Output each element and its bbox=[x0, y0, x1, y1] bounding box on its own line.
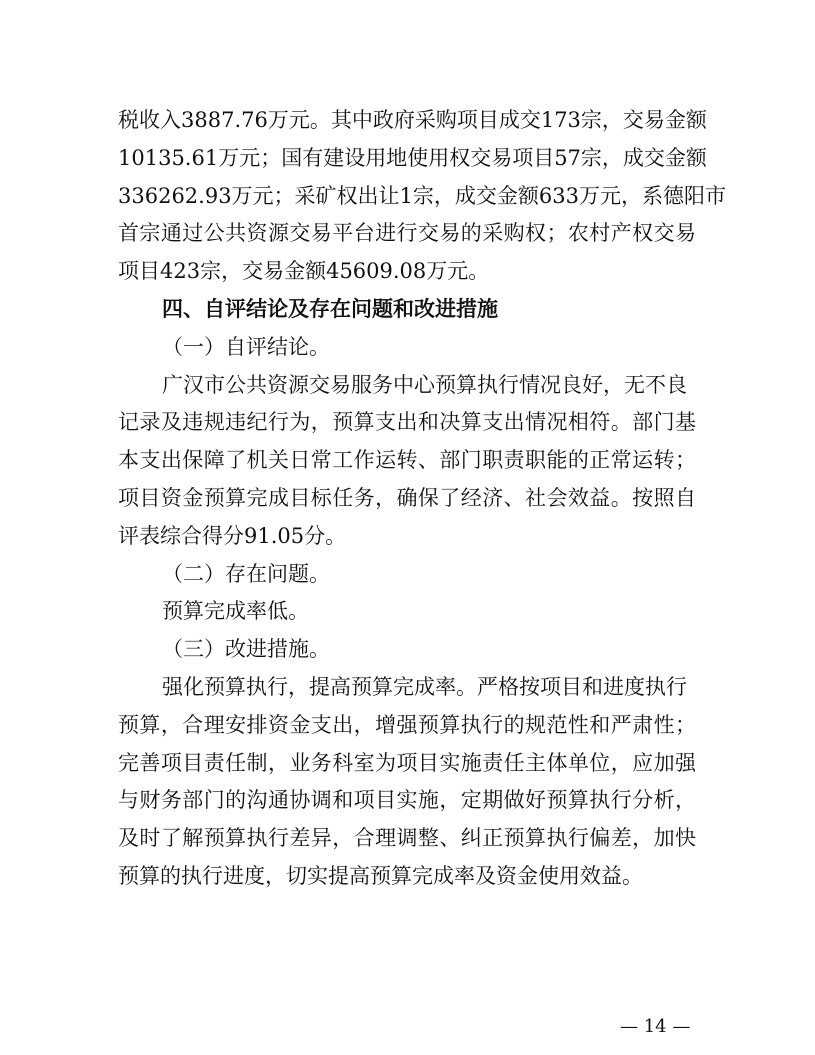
subheading-2: （二）存在问题。 bbox=[162, 561, 330, 586]
subheading-3: （三）改进措施。 bbox=[162, 637, 330, 662]
subheading-1: （一）自评结论。 bbox=[162, 334, 330, 359]
text-line-2: 10135.61万元；国有建设用地使用权交易项目57宗，成交金额 bbox=[118, 145, 707, 170]
text-line-21: 预算的执行进度，切实提高预算完成率及资金使用效益。 bbox=[118, 863, 643, 888]
page-number: — 14 — bbox=[620, 1016, 691, 1037]
text-line-20: 及时了解预算执行差异，合理调整、纠正预算执行偏差，加快 bbox=[118, 826, 696, 851]
section-heading: 四、自评结论及存在问题和改进措施 bbox=[162, 296, 498, 321]
text-line-17: 预算，合理安排资金支出，增强预算执行的规范性和严肃性； bbox=[118, 712, 696, 737]
text-line-4: 首宗通过公共资源交易平台进行交易的采购权；农村产权交易 bbox=[118, 221, 696, 246]
text-line-16: 强化预算执行，提高预算完成率。严格按项目和进度执行 bbox=[162, 674, 687, 699]
text-line-11: 项目资金预算完成目标任务，确保了经济、社会效益。按照自 bbox=[118, 485, 696, 510]
text-line-19: 与财务部门的沟通协调和项目实施，定期做好预算执行分析， bbox=[118, 788, 696, 813]
text-line-10: 本支出保障了机关日常工作运转、部门职责职能的正常运转； bbox=[118, 448, 696, 473]
text-line-18: 完善项目责任制，业务科室为项目实施责任主体单位，应加强 bbox=[118, 750, 696, 775]
text-line-14: 预算完成率低。 bbox=[162, 599, 309, 624]
text-line-5: 项目423宗，交易金额45609.08万元。 bbox=[118, 259, 490, 284]
text-line-9: 记录及违规违纪行为，预算支出和决算支出情况相符。部门基 bbox=[118, 410, 696, 435]
text-line-8: 广汉市公共资源交易服务中心预算执行情况良好，无不良 bbox=[162, 372, 687, 397]
text-line-1: 税收入3887.76万元。其中政府采购项目成交173宗，交易金额 bbox=[118, 108, 707, 132]
text-line-3: 336262.93万元；采矿权出让1宗，成交金额633万元，系德阳市 bbox=[118, 183, 727, 208]
body-text bbox=[118, 102, 727, 896]
text-line-12: 评表综合得分91.05分。 bbox=[118, 523, 347, 548]
